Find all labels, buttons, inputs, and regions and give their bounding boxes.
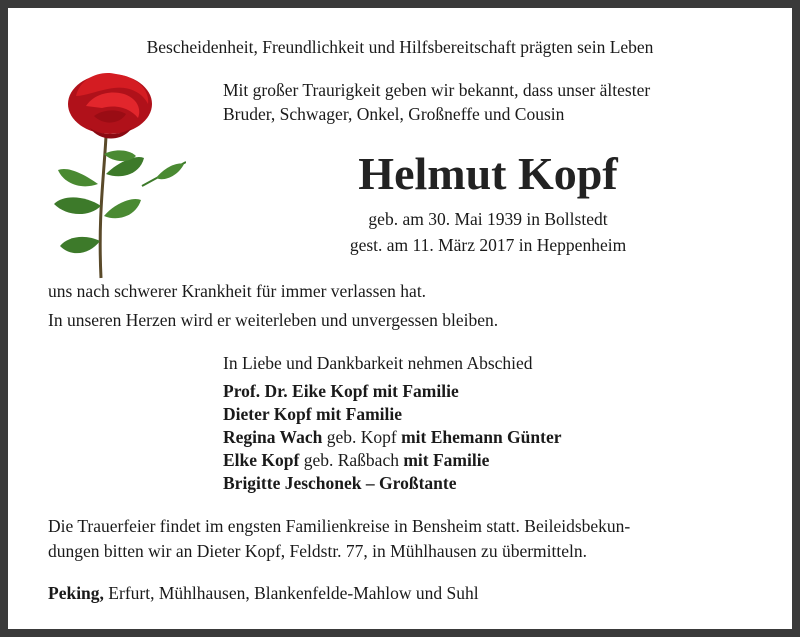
mourner-5: Brigitte Jeschonek – Großtante xyxy=(223,473,457,493)
mourner-3-birthname: geb. Kopf xyxy=(322,427,402,447)
mourner-4-birthname: geb. Raßbach xyxy=(299,450,404,470)
mourner-3-suffix: mit Ehemann Günter xyxy=(401,427,562,447)
intro-line-1: Mit großer Traurigkeit geben wir bekannt, dass unser ältester xyxy=(223,80,651,100)
obituary-card xyxy=(8,8,792,629)
deceased-name: Helmut Kopf xyxy=(358,148,618,199)
mourner-3 xyxy=(223,426,562,448)
text-line-1: uns nach schwerer Krankheit für immer verlassen hat. xyxy=(48,281,427,301)
text-line-2: In unseren Herzen wird er weiterleben und unvergessen bleiben. xyxy=(48,310,499,330)
rose-image xyxy=(46,66,186,281)
funeral-line-1: Die Trauerfeier findet im engsten Familienkreise in Bensheim statt. Beileidsbekun- xyxy=(48,516,631,536)
farewell-line: In Liebe und Dankbarkeit nehmen Abschied xyxy=(223,353,533,373)
mourner-3-name: Regina Wach xyxy=(223,427,323,447)
funeral-line-2: dungen bitten wir an Dieter Kopf, Feldstr. 77, in Mühlhausen zu übermitteln. xyxy=(48,541,587,561)
intro-paragraph xyxy=(223,78,753,126)
birth-info: geb. am 30. Mai 1939 in Bollstedt xyxy=(368,209,608,229)
places-first: Peking, xyxy=(48,583,104,603)
places-rest: Erfurt, Mühlhausen, Blankenfelde-Mahlow und Suhl xyxy=(103,583,479,603)
mourner-2: Dieter Kopf mit Familie xyxy=(223,404,402,424)
funeral-paragraph xyxy=(48,514,753,564)
mourner-4 xyxy=(223,449,489,471)
intro-line-2: Bruder, Schwager, Onkel, Großneffe und Cousin xyxy=(223,104,565,124)
mourner-1: Prof. Dr. Eike Kopf mit Familie xyxy=(223,381,459,401)
death-info: gest. am 11. März 2017 in Heppenheim xyxy=(349,235,627,255)
places-line xyxy=(48,582,479,604)
mourner-4-suffix: mit Familie xyxy=(403,450,490,470)
mourner-4-name: Elke Kopf xyxy=(223,450,300,470)
motto: Bescheidenheit, Freundlichkeit und Hilfsbereitschaft prägten sein Leben xyxy=(146,37,654,57)
